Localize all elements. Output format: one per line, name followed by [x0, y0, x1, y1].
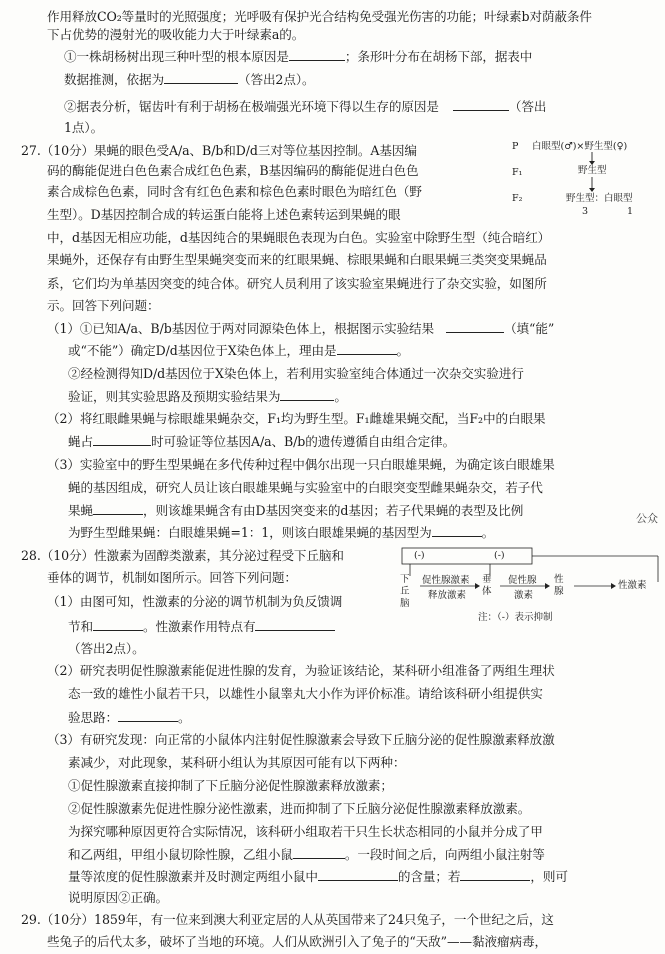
q28-sub-5: 态一致的雄性小鼠若干只，以雄性小鼠睾丸大小作为评价标准。请给该科研小组提供实: [68, 686, 543, 701]
pituitary-label: 垂体: [482, 574, 492, 597]
q27-sub-9: 果蝇 ，则该雄果蝇含有由D基因突变来的d基因；若子代果蝇的表型及比例: [68, 503, 524, 518]
q28-sub-13: 量等浓度的促性腺激素并及时测定两组小鼠中 的含量；若 ，则可: [68, 869, 568, 884]
q27-sub-7: （3）实验室中的野生型果蝇在多代传种过程中偶尔出现一只白眼雄果蝇，为确定该白眼雄果: [47, 457, 555, 472]
q27-sub-6: 蝇占 时可验证等位基因A/a、B/b的遗传遵循自由组合定律。: [68, 434, 456, 449]
top-line-1: 作用释放CO₂等量时的光照强度；光呼吸有保护光合结构免受强光伤害的功能；叶绿素b对荫蔽条件: [47, 9, 592, 24]
generation-p-label: P: [512, 141, 519, 152]
q27-sub-10: 为野生型雌果蝇：白眼雄果蝇=1：1，则该白眼雄果蝇的基因型为 。: [68, 525, 495, 540]
margin-note: 公众: [636, 512, 658, 525]
q29-line-2: 些兔子的后代太多，破坏了当地的环境。人们从欧洲引入了兔子的“天敌”——黏液瘤病毒，: [47, 934, 547, 949]
hypothalamus-label: 下丘脑: [400, 574, 410, 609]
q28-sub-3: （答出2点）。: [68, 641, 145, 656]
gonad-label: 性腺: [554, 574, 564, 597]
top-line-3: ①一株胡杨树出现三种叶型的根本原因是 ；条形叶分布在胡杨下部，据表中: [64, 49, 533, 64]
q28-line-2: 垂体的调节，机制如图所示。回答下列问题：: [47, 570, 297, 585]
gnrh-label-1: 促性腺激素: [422, 575, 470, 586]
f2-ratio-right: 1: [627, 206, 634, 217]
q29-line-1: 29.（10分）1859年，有一位来到澳大利亚定居的人从英国带来了24只兔子，一个世纪之后，这: [21, 912, 554, 927]
q27-sub-4: 验证，则其实验思路及预期实验结果为 。: [68, 389, 347, 404]
q27-sub-5: （2）将红眼雌果蝇与棕眼雄果蝇杂交，F₁均为野生型。F₁雌雄果蝇交配，当F₂中的白眼果: [47, 411, 546, 426]
cross-arrows: [512, 141, 662, 221]
q27-sub-2: 或“不能”）确定D/d基因位于X染色体上，理由是 。: [68, 343, 410, 358]
q27-line-3: 素合成棕色色素，同时含有红色色素和棕色色素时眼色为暗红色（野: [47, 184, 422, 199]
q28-sub-14: 说明原因②正确。: [68, 890, 168, 905]
q28-sub-12: 和乙两组，甲组小鼠切除性腺，乙组小鼠 。一段时间之后，向两组小鼠注射等: [68, 847, 545, 862]
diagram-note: 注：（-）表示抑制: [478, 612, 553, 623]
q28-line-1: 28.（10分）性激素为固醇类激素，其分泌过程受下丘脑和: [21, 548, 344, 563]
q28-sub-8: 素减少，对此现象，某科研小组认为其原因可能有以下两种：: [68, 755, 406, 770]
q27-line-8: 示。回答下列问题：: [47, 298, 160, 313]
q27-line-6: 果蝇外，还保存有由野生型果蝇突变而来的红眼果蝇、棕眼果蝇和白眼果蝇三类突变果蝇品: [47, 252, 547, 267]
q27-line-4: 生型）。D基因控制合成的转运蛋白能将上述色素转运到果蝇的眼: [47, 207, 401, 222]
top-line-6: 1点）。: [64, 120, 104, 135]
gonadotropin-label-1: 促性腺: [508, 575, 537, 586]
f2-ratio-left: 3: [582, 206, 589, 217]
top-line-2: 下占优势的漫射光的吸收能力大于叶绿素a的。: [47, 27, 305, 42]
q28-sub-7: （3）有研究发现：向正常的小鼠体内注射促性腺激素会导致下丘脑分泌的促性腺激素释放激: [47, 732, 555, 747]
hormone-diagram: [398, 546, 662, 626]
q28-sub-1: （1）由图可知，性激素的分泌的调节机制为负反馈调: [47, 594, 343, 609]
q28-sub-6: 验思路： 。: [68, 710, 191, 725]
parental-cross: 白眼型(♂)×野生型(♀): [532, 141, 628, 152]
q27-line-5: 中，d基因无相应功能，d基因纯合的果蝇眼色表现为白色。实验室中除野生型（纯合暗红）: [47, 230, 551, 245]
q27-line-7: 系，它们均为单基因突变的纯合体。研究人员利用了该实验室果蝇进行了杂交实验，如图所: [47, 276, 547, 291]
gnrh-label-2: 释放激素: [428, 590, 467, 601]
top-line-5: ②据表分析，锯齿叶有利于胡杨在极端强光环境下得以生存的原因是 （答出: [64, 99, 547, 114]
f2-phenotype: 野生型：白眼型: [566, 193, 633, 204]
sex-hormone-label: 性激素: [618, 580, 647, 591]
q27-line-1: 27.（10分）果蝇的眼色受A/a、B/b和D/d三对等位基因控制。A基因编: [21, 143, 417, 158]
inhibit-mark-2: (-): [494, 550, 505, 561]
generation-f1-label: F₁: [512, 167, 523, 178]
q28-sub-2: 节和 。性激素作用特点有: [68, 618, 335, 635]
q27-sub-8: 蝇的基因组成，研究人员让该白眼雄果蝇与实验室中的白眼突变型雌果蝇杂交，若子代: [68, 480, 543, 495]
q28-sub-4: （2）研究表明促性腺激素能促进性腺的发育，为验证该结论，某科研小组准备了两组生理状: [47, 663, 555, 678]
cross-diagram: [512, 141, 662, 221]
q28-sub-11: 为探究哪种原因更符合实际情况，该科研小组取若干只生长状态相同的小鼠并分成了甲: [68, 824, 543, 839]
q28-sub-10: ②促性腺激素先促进性腺分泌性激素，进而抑制了下丘脑分泌促性腺激素释放激素。: [68, 801, 531, 816]
q27-sub-1: （1）①已知A/a、B/b基因位于两对同源染色体上，根据图示实验结果 （填“能”: [47, 321, 555, 336]
q27-line-2: 码的酶能促进白色色素合成红色色素，B基因编码的酶能促进白色色: [47, 163, 419, 178]
gonadotropin-label-2: 激素: [514, 590, 534, 601]
generation-f2-label: F₂: [512, 193, 523, 204]
f1-phenotype: 野生型: [578, 165, 607, 176]
top-line-4: 数据推测，依据为 （答出2点）。: [64, 72, 315, 87]
q27-sub-3: ②经检测得知D/d基因位于X染色体上，若利用实验室纯合体通过一次杂交实验进行: [68, 366, 524, 381]
q28-sub-9: ①促性腺激素直接抑制了下丘脑分泌促性腺激素释放激素；: [68, 778, 393, 793]
inhibit-mark-1: (-): [414, 550, 425, 561]
